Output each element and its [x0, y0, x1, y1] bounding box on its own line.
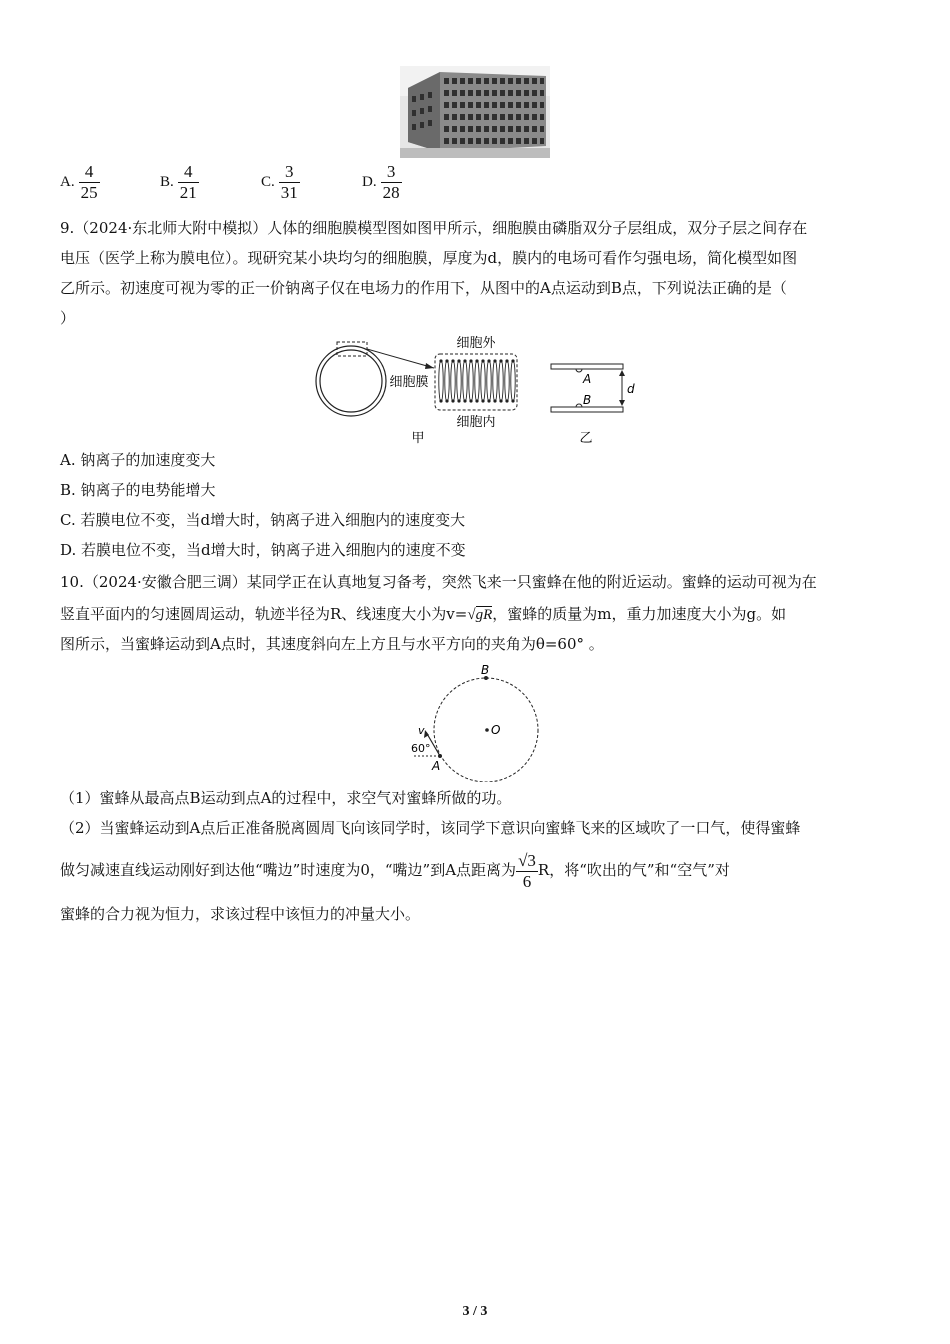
angle-label: 60° — [411, 742, 431, 755]
distance-fraction: $\frac{√3}{6}$ — [518, 850, 536, 891]
velocity-v-label: v — [418, 724, 425, 737]
q9-stem-line-4: ） — [60, 309, 76, 327]
q10-part-2-line-1: （2）当蜜蜂运动到A点后正准备脱离圆周飞向该同学时，该同学下意识向蜜蜂飞来的区域吹了一口气，使得蜜蜂 — [60, 819, 801, 837]
q9-stem-line-2: 电压（医学上称为膜电位）。现研究某小块均匀的细胞膜，厚度为d，膜内的电场可看作匀强电场，简化模型如图 — [60, 249, 798, 267]
circular-motion-figure — [408, 662, 548, 782]
q10-part-1: （1）蜜蜂从最高点B运动到点A的过程中，求空气对蜜蜂所做的功。 — [60, 789, 512, 807]
top-point-b-label: B — [481, 663, 490, 677]
thickness-d-label: d — [627, 382, 635, 396]
q10-part-2-line-2: 做匀减速直线运动刚好到达他“嘴边”时速度为0，“嘴边”到A点距离为 $\frac{√3}{6}$ R，将“吹出的气”和“空气”对 — [60, 850, 730, 891]
q9-stem-line-1: 9.（2024·东北师大附中模拟）人体的细胞膜模型图如图甲所示，细胞膜由磷脂双分子层组成，双分子层之间存在 — [60, 219, 808, 237]
building-photo — [400, 66, 550, 158]
point-b-label: B — [583, 393, 592, 407]
q10-part-2-line-3: 蜜蜂的合力视为恒力，求该过程中该恒力的冲量大小。 — [60, 905, 421, 923]
label-outside-cell: 细胞外 — [456, 336, 496, 351]
q10-stem-line-3: 图所示，当蜜蜂运动到A点时，其速度斜向左上方且与水平方向的夹角为θ=60° 。 — [60, 635, 604, 653]
cell-membrane-figure — [310, 334, 650, 446]
q8-option-b: B. $\frac{4}{21}$ — [160, 162, 197, 202]
q9-option-c: C. 若膜电位不变，当d增大时，钠离子进入细胞内的速度变大 — [60, 511, 466, 529]
q10-stem-line-2: 竖直平面内的匀速圆周运动，轨迹半径为R、线速度大小为v=√gR，蜜蜂的质量为m，重力加速度大小为g。如 — [60, 605, 787, 623]
q9-option-b: B. 钠离子的电势能增大 — [60, 481, 216, 499]
q8-option-c: C. $\frac{3}{31}$ — [261, 162, 298, 202]
page-number: 3 / 3 — [462, 1304, 488, 1319]
q10-stem-line-1: 10.（2024·安徽合肥三调）某同学正在认真地复习备考，突然飞来一只蜜蜂在他的附近运动。蜜蜂的运动可视为在 — [60, 573, 817, 591]
point-a-label: A — [432, 759, 441, 773]
label-inside-cell: 细胞内 — [456, 415, 496, 430]
q8-option-d: D. $\frac{3}{28}$ — [362, 162, 400, 202]
label-jia: 甲 — [411, 431, 425, 446]
q8-option-a: A. $\frac{4}{25}$ — [60, 162, 98, 202]
q9-option-d: D. 若膜电位不变，当d增大时，钠离子进入细胞内的速度不变 — [60, 541, 466, 559]
q9-option-a: A. 钠离子的加速度变大 — [60, 451, 216, 469]
q9-stem-line-3: 乙所示。初速度可视为零的正一价钠离子仅在电场力的作用下，从图中的A点运动到B点，下列说法正确的是（ — [60, 279, 787, 297]
label-yi: 乙 — [579, 431, 593, 446]
label-cell-membrane: 细胞膜 — [389, 375, 429, 390]
point-a-label: A — [583, 372, 592, 386]
center-o-label: O — [491, 723, 501, 737]
